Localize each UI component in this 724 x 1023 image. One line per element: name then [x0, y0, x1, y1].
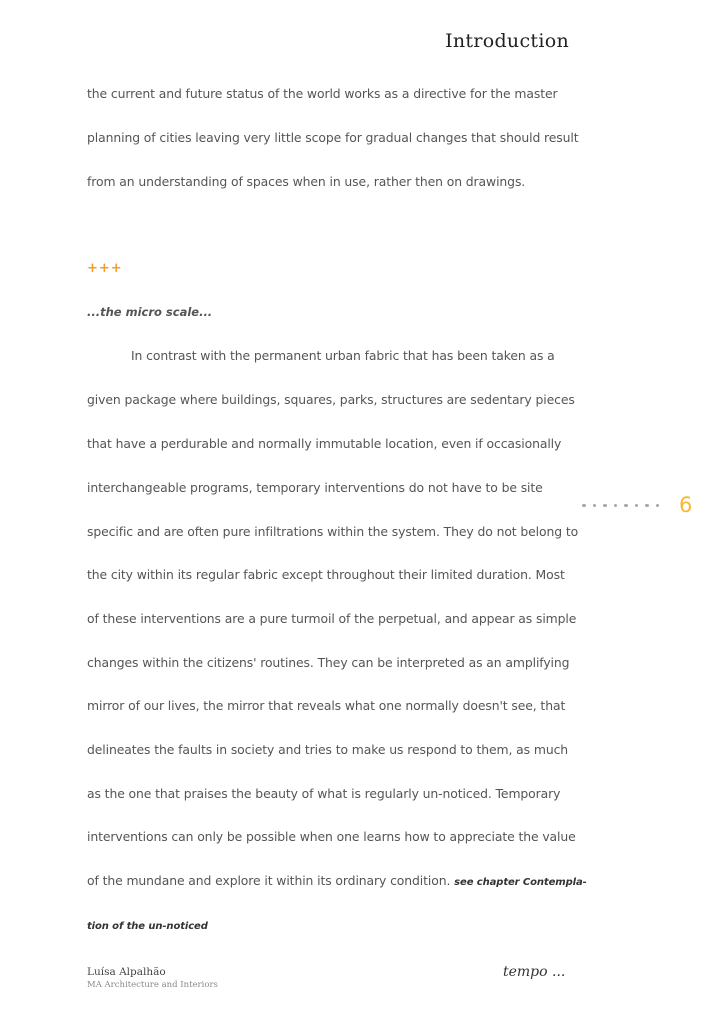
paragraph-line: changes within the citizens' routines. They can be interpreted as an amplifying — [87, 655, 570, 670]
intro-line: from an understanding of spaces when in use, rather then on drawings. — [87, 174, 526, 189]
intro-line: planning of cities leaving very little scope for gradual changes that should result — [87, 130, 579, 145]
footer-author: Luísa Alpalhão — [87, 966, 166, 978]
paragraph-line — [87, 348, 555, 364]
footer-program: MA Architecture and Interiors — [87, 980, 218, 990]
paragraph-line-text: of the mundane and explore it within its ordinary condition. — [87, 873, 451, 888]
page-dot — [635, 504, 639, 508]
page-dot — [603, 504, 607, 508]
page-number: 6 — [679, 493, 693, 517]
paragraph-line: that have a perdurable and normally immutable location, even if occasionally — [87, 436, 562, 451]
footer-tag: tempo ... — [503, 964, 566, 980]
paragraph-line — [87, 873, 587, 891]
page-dot — [614, 504, 618, 508]
paragraph-line: the city within its regular fabric except throughout their limited duration. Most — [87, 567, 565, 582]
paragraph-line: interventions can only be possible when one learns how to appreciate the value — [87, 829, 576, 844]
paragraph-line: mirror of our lives, the mirror that reveals what one normally doesn't see, that — [87, 698, 566, 713]
intro-line: the current and future status of the world works as a directive for the master — [87, 86, 558, 101]
page-dot — [656, 504, 660, 508]
paragraph-line: delineates the faults in society and tries to make us respond to them, as much — [87, 742, 569, 757]
paragraph-line: interchangeable programs, temporary interventions do not have to be site — [87, 480, 543, 495]
page-dot — [645, 504, 649, 508]
section-separator: +++ — [87, 261, 123, 276]
page-dots — [582, 504, 659, 508]
paragraph-line — [87, 917, 208, 935]
paragraph-line: given package where buildings, squares, parks, structures are sedentary pieces — [87, 392, 575, 407]
page-indicator — [582, 495, 692, 516]
paragraph-line: of these interventions are a pure turmoil of the perpetual, and appear as simple — [87, 611, 577, 626]
page-dot — [593, 504, 597, 508]
paragraph-line: as the one that praises the beauty of what is regularly un-noticed. Temporary — [87, 786, 561, 801]
page-dot — [624, 504, 628, 508]
paragraph-line-text: In contrast with the permanent urban fabric that has been taken as a — [131, 348, 555, 363]
page-dot — [582, 504, 586, 508]
section-subheading: ...the micro scale... — [87, 305, 213, 319]
paragraph-line: specific and are often pure infiltrations within the system. They do not belong to — [87, 524, 579, 539]
chapter-cross-reference: tion of the un-noticed — [87, 921, 208, 932]
chapter-cross-reference: see chapter Contempla- — [454, 877, 587, 888]
page-title: Introduction — [445, 30, 569, 52]
